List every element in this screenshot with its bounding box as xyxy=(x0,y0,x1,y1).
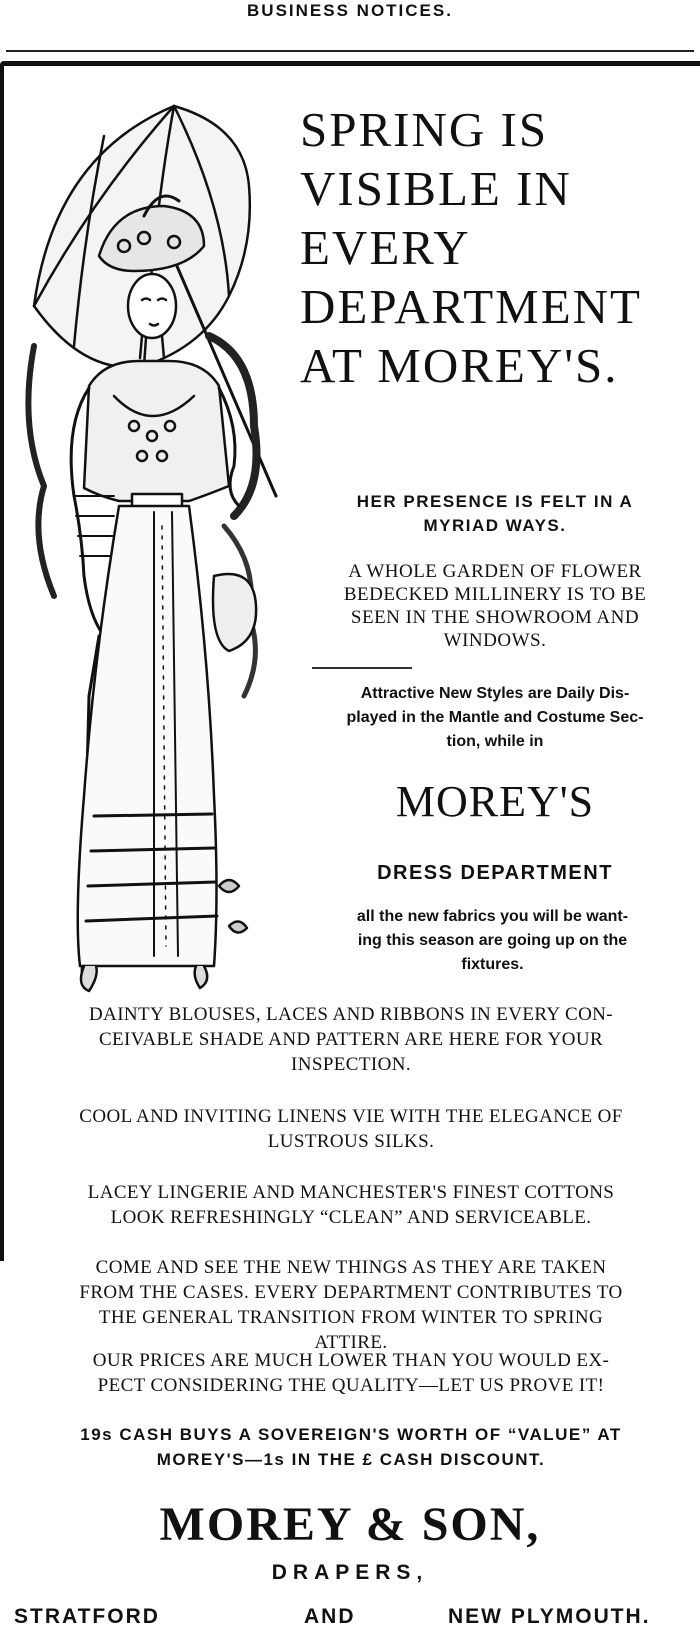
trade-label: DRAPERS, xyxy=(271,1561,429,1584)
text-line: OUR PRICES ARE MUCH LOWER THAN YOU WOULD EX- xyxy=(92,1350,610,1371)
text-line: MOREY'S—1s IN THE £ CASH DISCOUNT. xyxy=(156,1450,546,1469)
text-line: WINDOWS. xyxy=(443,630,547,651)
ad-border-top xyxy=(0,61,700,66)
text-line: ing this season are going up on the xyxy=(357,932,628,949)
firm-name: MOREY & SON, xyxy=(159,1498,541,1551)
dress-department-heading: DRESS DEPARTMENT xyxy=(377,862,613,884)
headline-line: DEPARTMENT xyxy=(300,279,642,334)
location-stratford: STRATFORD xyxy=(14,1605,160,1628)
text-line: LUSTROUS SILKS. xyxy=(267,1131,435,1152)
text-line: all the new fabrics you will be want- xyxy=(356,908,629,925)
text-line: COME AND SEE THE NEW THINGS AS THEY ARE TAKEN xyxy=(95,1257,607,1278)
presence-text xyxy=(300,490,690,538)
location-new-plymouth: NEW PLYMOUTH. xyxy=(448,1605,651,1628)
separator-rule xyxy=(312,667,412,669)
come-see-paragraph xyxy=(12,1255,690,1355)
text-line: FROM THE CASES. EVERY DEPARTMENT CONTRIBUTES TO xyxy=(79,1282,623,1303)
headline-line: AT MOREY'S. xyxy=(300,338,619,393)
prices-paragraph xyxy=(12,1348,690,1398)
text-line: THE GENERAL TRANSITION FROM WINTER TO SPRING xyxy=(98,1307,604,1328)
blouses-paragraph xyxy=(12,1002,690,1077)
text-line: fixtures. xyxy=(461,956,524,973)
text-line: played in the Mantle and Costume Sec- xyxy=(346,709,644,726)
headline xyxy=(300,100,690,395)
text-line: 19s CASH BUYS A SOVEREIGN'S WORTH OF “VALUE” AT xyxy=(80,1425,622,1444)
text-line: ATTIRE. xyxy=(314,1332,388,1353)
locations xyxy=(0,1604,700,1634)
text-line: tion, while in xyxy=(446,733,544,750)
garden-text xyxy=(300,560,690,652)
headline-line: SPRING IS xyxy=(300,102,549,157)
text-line: DAINTY BLOUSES, LACES AND RIBBONS IN EVERY CON- xyxy=(88,1004,614,1025)
text-line: PECT CONSIDERING THE QUALITY—LET US PROVE IT! xyxy=(97,1375,605,1396)
text-line: COOL AND INVITING LINENS VIE WITH THE ELEGANCE OF xyxy=(79,1106,623,1127)
text-line: SEEN IN THE SHOWROOM AND xyxy=(350,607,640,628)
headline-line: EVERY xyxy=(300,220,471,275)
styles-text xyxy=(300,682,690,754)
text-line: BEDECKED MILLINERY IS TO BE xyxy=(343,584,647,605)
text-line: LACEY LINGERIE AND MANCHESTER'S FINEST COTTONS xyxy=(87,1182,615,1203)
text-line: CEIVABLE SHADE AND PATTERN ARE HERE FOR YOUR xyxy=(98,1029,604,1050)
text-line: LOOK REFRESHINGLY “CLEAN” AND SERVICEABLE. xyxy=(110,1207,592,1228)
text-line: MYRIAD WAYS. xyxy=(423,516,567,535)
location-conjunction: AND xyxy=(304,1605,356,1628)
lady-with-parasol-icon xyxy=(14,96,284,996)
text-line: HER PRESENCE IS FELT IN A xyxy=(356,492,634,511)
store-name: MOREY'S xyxy=(395,777,595,826)
headline-line: VISIBLE IN xyxy=(300,161,572,216)
ad-border-left xyxy=(0,61,4,1261)
section-header: BUSINESS NOTICES. xyxy=(247,1,453,20)
fabrics-text xyxy=(295,905,690,977)
lingerie-paragraph xyxy=(12,1180,690,1230)
text-line: INSPECTION. xyxy=(291,1054,411,1075)
cash-offer xyxy=(12,1422,690,1472)
header-rule xyxy=(6,50,694,52)
linens-paragraph xyxy=(12,1104,690,1154)
text-line: A WHOLE GARDEN OF FLOWER xyxy=(348,561,642,582)
text-line: Attractive New Styles are Daily Dis- xyxy=(360,685,630,702)
